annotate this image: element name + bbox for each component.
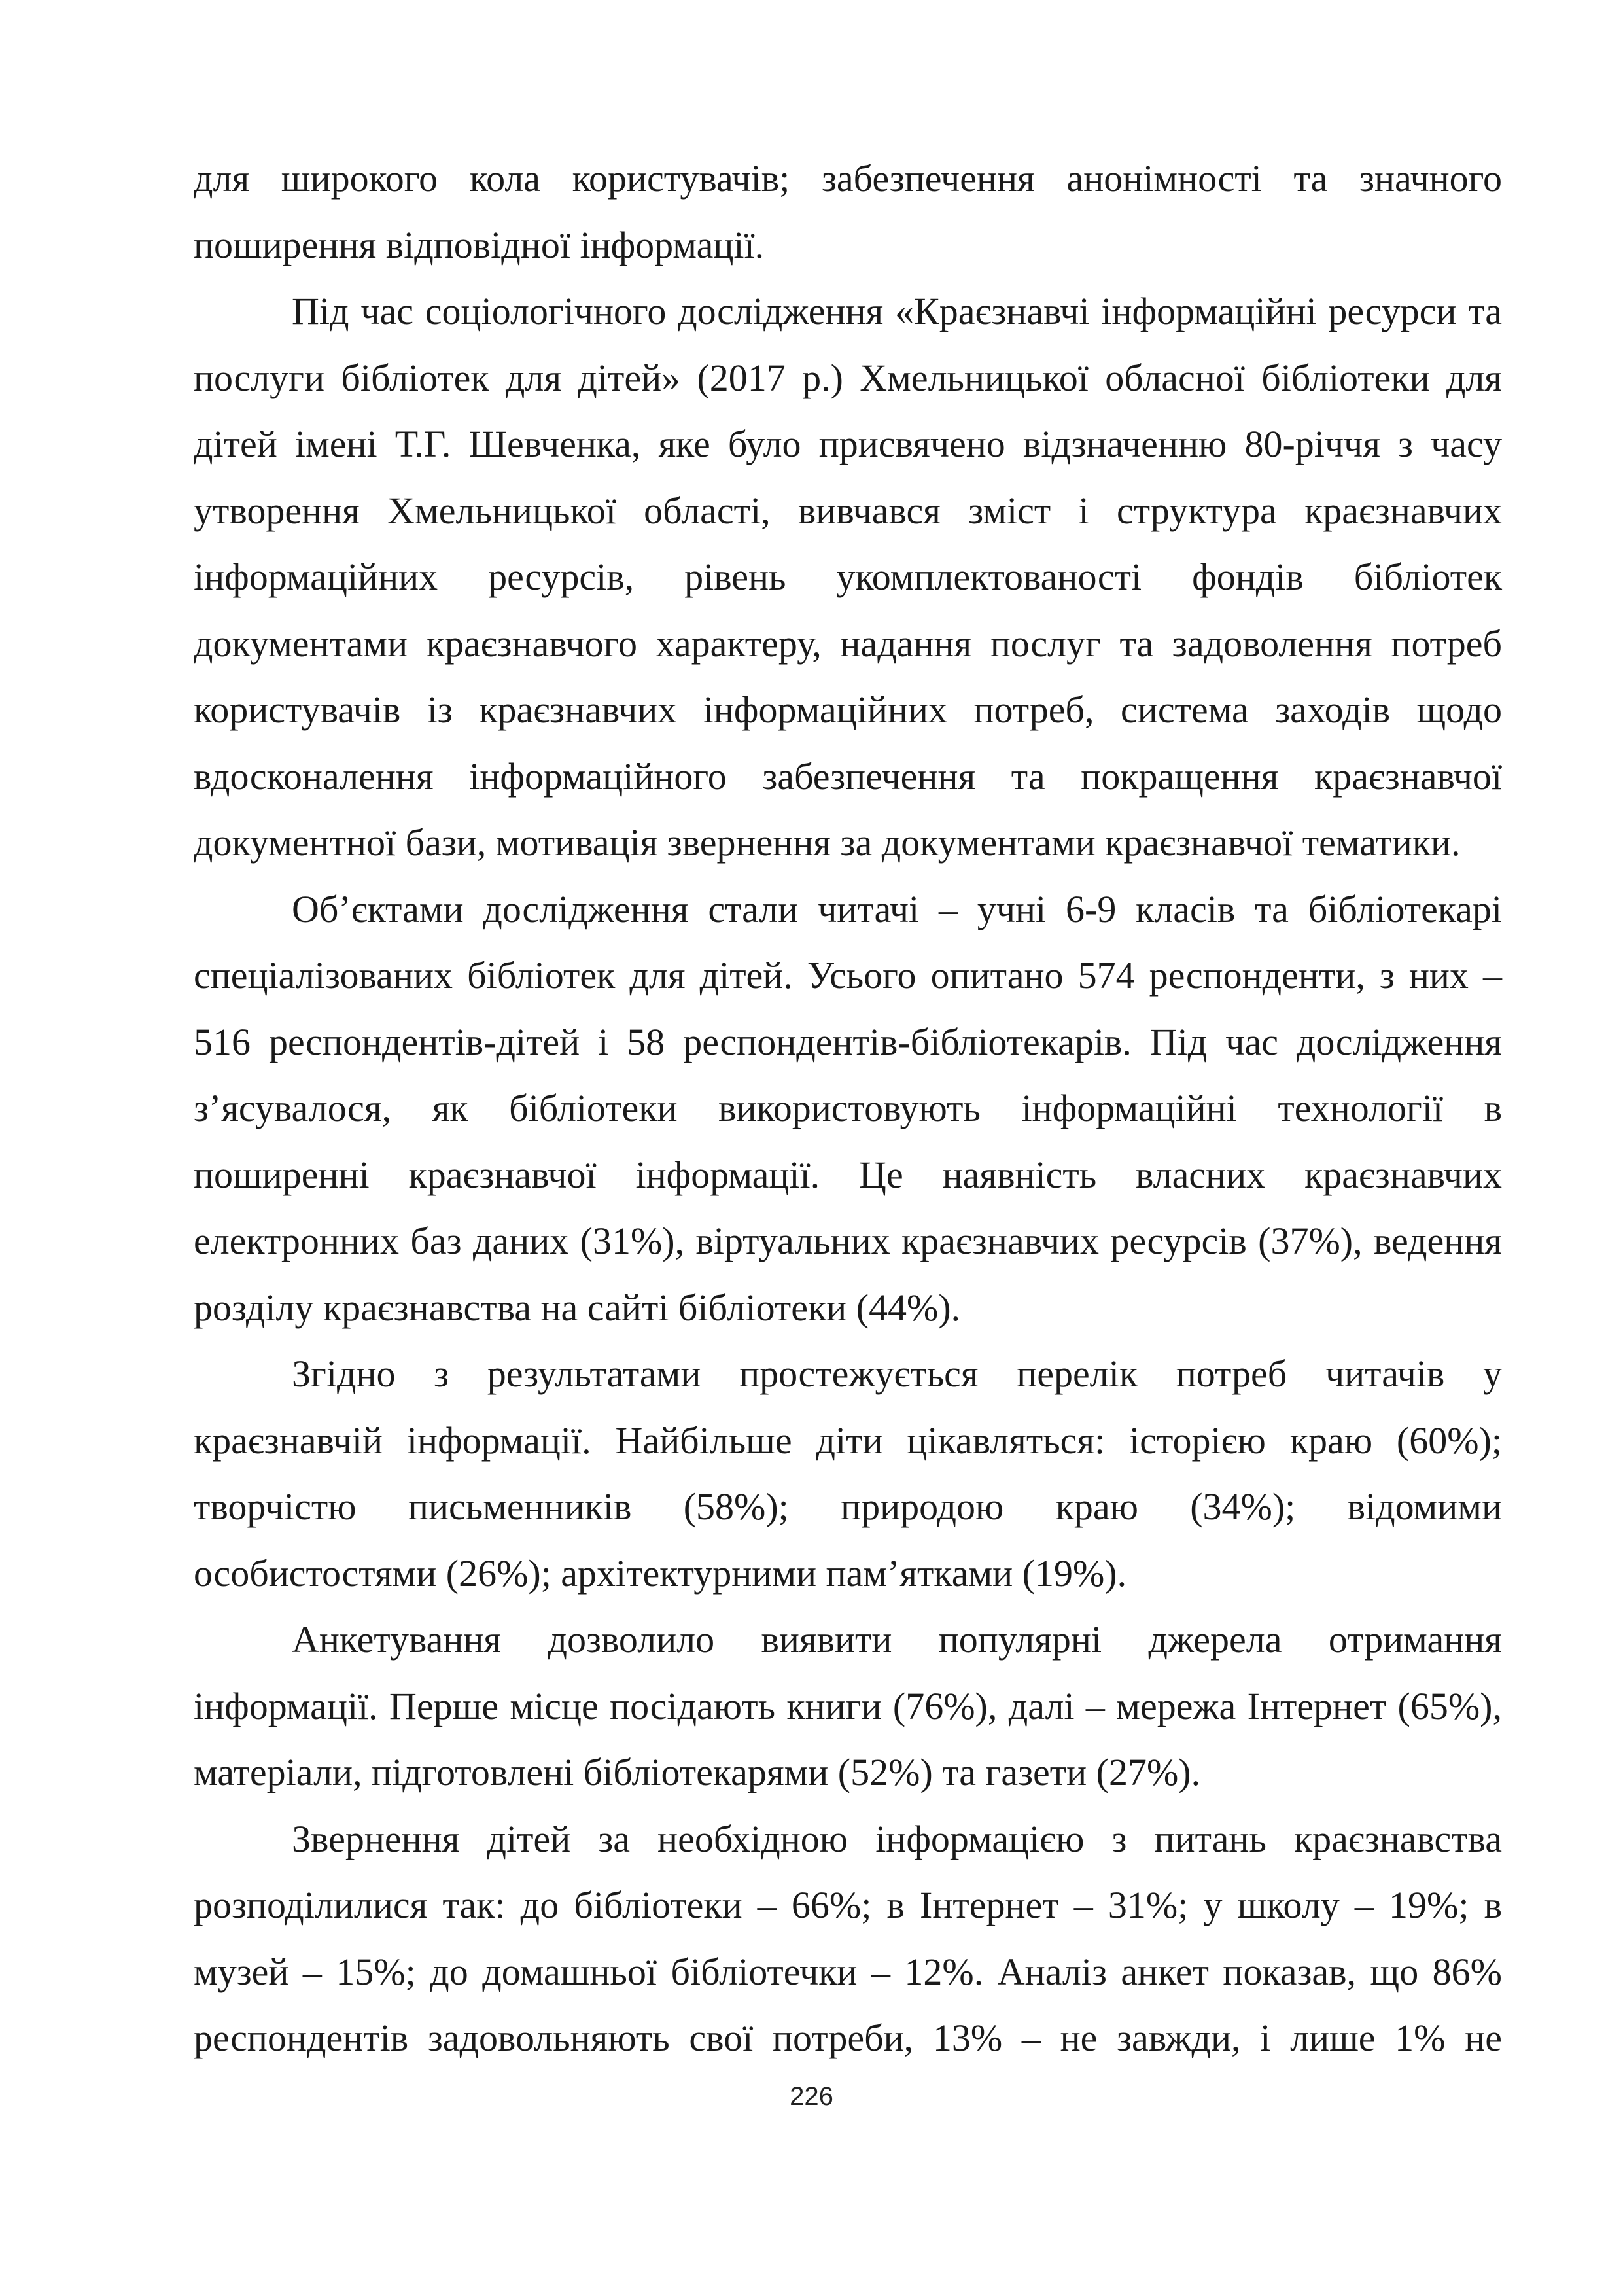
text-line: поширенні краєзнавчої інформації. Це наявність власних краєзнавчих bbox=[194, 1153, 1502, 1196]
text-line: матеріали, підготовлені бібліотекарями (52%) та газети (27%). bbox=[194, 1751, 1201, 1793]
text-line: Під час соціологічного дослідження «Краєзнавчі інформаційні ресурси та bbox=[292, 290, 1502, 332]
text-line: утворення Хмельницької області, вивчався зміст і структура краєзнавчих bbox=[194, 489, 1502, 532]
text-line: Звернення дітей за необхідною інформацією з питань краєзнавства bbox=[292, 1817, 1502, 1860]
text-line: респондентів задовольняють свої потреби, 13% – не завжди, і лише 1% не bbox=[194, 2017, 1502, 2059]
text-line: для широкого кола користувачів; забезпечення анонімності та значного bbox=[194, 157, 1502, 200]
text-line: творчістю письменників (58%); природою краю (34%); відомими bbox=[194, 1485, 1502, 1528]
text-line: Об’єктами дослідження стали читачі – учні 6-9 класів та бібліотекарі bbox=[292, 887, 1502, 930]
text-line: краєзнавчій інформації. Найбільше діти цікавляться: історією краю (60%); bbox=[194, 1419, 1502, 1462]
paragraph bbox=[194, 1606, 1502, 1806]
text-line: 516 респондентів-дітей і 58 респондентів-бібліотекарів. Під час дослідження bbox=[194, 1020, 1502, 1063]
paragraph bbox=[194, 876, 1502, 1341]
paragraph bbox=[194, 1806, 1502, 2072]
text-line: електронних баз даних (31%), віртуальних краєзнавчих ресурсів (37%), ведення bbox=[194, 1220, 1502, 1262]
paragraph bbox=[194, 1341, 1502, 1606]
text-line: інформації. Перше місце посідають книги (76%), далі – мережа Інтернет (65%), bbox=[194, 1684, 1502, 1727]
text-line: Згідно з результатами простежується перелік потреб читачів у bbox=[292, 1352, 1502, 1395]
text-line: вдосконалення інформаційного забезпечення та покращення краєзнавчої bbox=[194, 754, 1502, 798]
text-line: розподілилися так: до бібліотеки – 66%; в Інтернет – 31%; у школу – 19%; в bbox=[194, 1884, 1502, 1926]
text-line: особистостями (26%); архітектурними пам’ятками (19%). bbox=[194, 1551, 1127, 1595]
paragraph bbox=[194, 145, 1502, 278]
text-line: розділу краєзнавства на сайті бібліотеки (44%). bbox=[194, 1286, 961, 1329]
text-line: Анкетування дозволило виявити популярні джерела отримання bbox=[292, 1618, 1502, 1661]
text-line: з’ясувалося, як бібліотеки використовують інформаційні технології в bbox=[194, 1087, 1502, 1129]
text-line: дітей імені Т.Г. Шевченка, яке було присвячено відзначенню 80-річчя з часу bbox=[194, 423, 1502, 465]
text-line: користувачів із краєзнавчих інформаційних потреб, система заходів щодо bbox=[194, 688, 1502, 731]
text-line: музей – 15%; до домашньої бібліотечки – 12%. Аналіз анкет показав, що 86% bbox=[194, 1950, 1502, 1993]
text-line: поширення відповідної інформації. bbox=[194, 223, 765, 266]
text-line: документами краєзнавчого характеру, надання послуг та задоволення потреб bbox=[194, 622, 1502, 665]
page-number: 226 bbox=[790, 2082, 833, 2111]
paragraph bbox=[194, 278, 1502, 876]
text-line: інформаційних ресурсів, рівень укомплектованості фондів бібліотек bbox=[194, 556, 1502, 598]
body-text bbox=[194, 145, 1502, 2072]
text-line: послуги бібліотек для дітей» (2017 р.) Хмельницької обласної бібліотеки для bbox=[194, 356, 1502, 399]
text-line: спеціалізованих бібліотек для дітей. Усього опитано 574 респонденти, з них – bbox=[194, 954, 1502, 997]
text-line: документної бази, мотивація звернення за документами краєзнавчої тематики. bbox=[194, 821, 1461, 864]
